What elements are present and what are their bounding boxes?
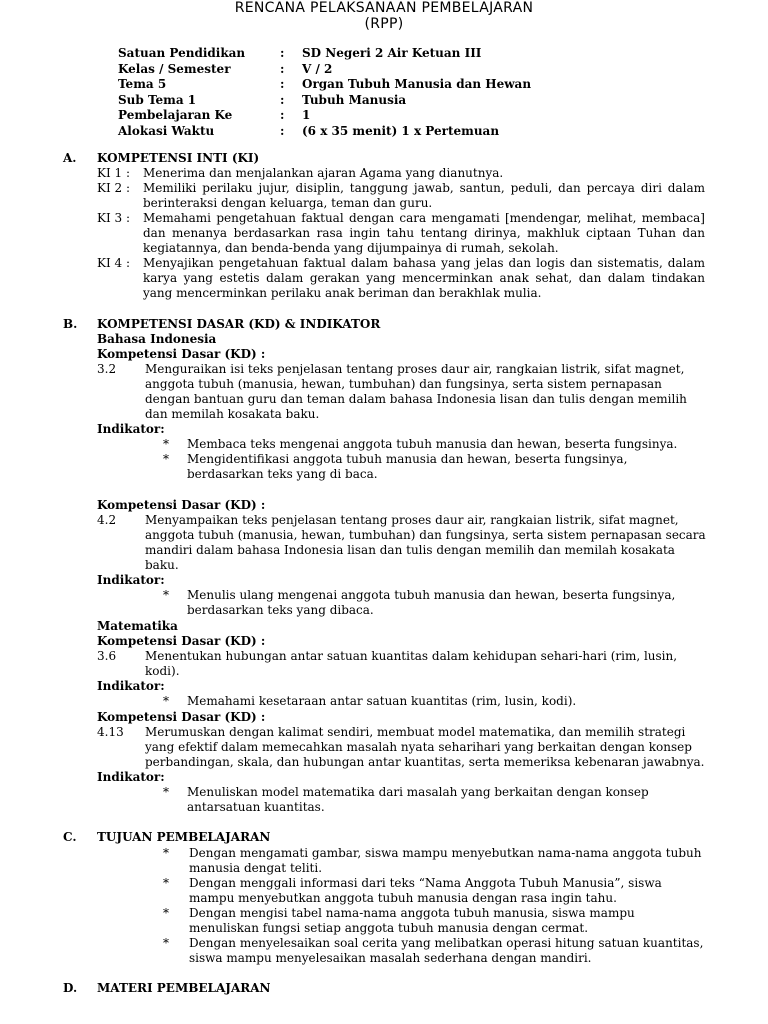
kd-item: 4.13 Merumuskan dengan kalimat sendiri, membuat model matematika, dan memilih strategi yang efektif dalam memecahkan masalah nyata seharihari yang berkaitan dengan konsep perbandingan, skala, dan hubungan antar kuantitas, serta memeriksa kebenaran jawabnya. [97,725,705,769]
document-subtitle: (RPP) [364,16,404,32]
indikator-label: Indikator: [97,679,165,693]
identity-table [118,46,531,139]
kd-label: Kompetensi Dasar (KD) : [97,498,266,512]
ki-item: KI 2 : Memiliki perilaku jujur, disiplin, tanggung jawab, santun, peduli, dan percaya diri dalam berinteraksi dengan keluarga, teman dan guru. [97,181,705,210]
tujuan-item: * Dengan mengamati gambar, siswa mampu menyebutkan nama-nama anggota tubuh manusia dengat teliti. [163,846,702,875]
tujuan-item: * Dengan menggali informasi dari teks “Nama Anggota Tubuh Manusia”, siswa mampu menyebutkan anggota tubuh manusia dengan rasa ingin tahu. [163,876,662,905]
indikator-item: * Mengidentifikasi anggota tubuh manusia dan hewan, beserta fungsinya, berdasarkan teks yang di baca. [163,452,628,481]
section-a-heading: A. KOMPETENSI INTI (KI) [63,151,260,165]
kd-label: Kompetensi Dasar (KD) : [97,710,266,724]
identity-row: Sub Tema 1 : Tubuh Manusia [118,92,407,107]
kd-item: 3.2 Menguraikan isi teks penjelasan tentang proses daur air, rangkaian listrik, sifat magnet, anggota tubuh (manusia, hewan, tumbuhan) dan fungsinya, serta sistem pernapasan dengan bantuan guru dan teman dalam bahasa Indonesia lisan dan tulis dengan memilih dan memilah kosakata baku. [97,362,687,421]
indikator-item: * Menuliskan model matematika dari masalah yang berkaitan dengan konsep antarsatuan kuantitas. [163,785,649,814]
indikator-item: * Memahami kesetaraan antar satuan kuantitas (rim, lusin, kodi). [163,694,577,708]
matematika-block [97,619,707,709]
ki-list [97,166,705,301]
bahasa-indonesia-block-2 [97,498,707,618]
ki-item: KI 4 : Menyajikan pengetahuan faktual dalam bahasa yang jelas dan logis dan sistematis, dalam karya yang estetis dalam gerakan yang mencerminkan anak sehat, dan dalam tindakan yang mencerminkan perilaku anak beriman dan berakhlak mulia. [97,256,705,300]
subject-label: Matematika [97,619,178,633]
ki-item: KI 1 : Menerima dan menjalankan ajaran Agama yang dianutnya. [97,166,504,180]
indikator-label: Indikator: [97,770,165,784]
identity-row: Kelas / Semester : V / 2 [118,61,333,76]
identity-row: Alokasi Waktu : (6 x 35 menit) 1 x Pertemuan [118,123,500,138]
indikator-item: * Membaca teks mengenai anggota tubuh manusia dan hewan, beserta fungsinya. [163,437,678,451]
identity-row: Satuan Pendidikan : SD Negeri 2 Air Ketuan III [118,46,482,60]
indikator-item: * Menulis ulang mengenai anggota tubuh manusia dan hewan, beserta fungsinya, berdasarkan teks yang dibaca. [163,588,676,617]
subject-label: Bahasa Indonesia [97,332,217,346]
indikator-label: Indikator: [97,573,165,587]
tujuan-item: * Dengan menyelesaikan soal cerita yang melibatkan operasi hitung satuan kuantitas, siswa mampu menyelesaikan masalah sederhana dengan mandiri. [163,936,704,965]
kd-item: 3.6 Menentukan hubungan antar satuan kuantitas dalam kehidupan sehari-hari (rim, lusin, kodi). [97,649,678,678]
indikator-label: Indikator: [97,422,165,436]
identity-row: Pembelajaran Ke : 1 [118,108,311,122]
bahasa-indonesia-block [97,332,707,482]
kd-label: Kompetensi Dasar (KD) : [97,634,266,648]
ki-item: KI 3 : Memahami pengetahuan faktual dengan cara mengamati [mendengar, melihat, membaca] dan menanya berdasarkan rasa ingin tahu tentang dirinya, makhluk ciptaan Tuhan dan kegiatannya, dan benda-benda yang dijumpainya di rumah, sekolah. [97,211,705,255]
section-d-heading: D. MATERI PEMBELAJARAN [63,981,271,995]
tujuan-list [163,846,708,966]
kd-label: Kompetensi Dasar (KD) : [97,347,266,361]
matematika-block-2 [97,710,707,815]
document-title: RENCANA PELAKSANAAN PEMBELAJARAN [234,0,534,16]
tujuan-item: * Dengan mengisi tabel nama-nama anggota tubuh manusia, siswa mampu menuliskan fungsi setiap anggota tubuh manusia dengan cermat. [163,906,635,935]
section-c-heading: C. TUJUAN PEMBELAJARAN [63,830,271,844]
section-b-heading: B. KOMPETENSI DASAR (KD) & INDIKATOR [63,317,381,331]
identity-row: Tema 5 : Organ Tubuh Manusia dan Hewan [118,77,532,91]
kd-item: 4.2 Menyampaikan teks penjelasan tentang proses daur air, rangkaian listrik, sifat magnet, anggota tubuh (manusia, hewan, tumbuhan) dan fungsinya, serta sistem pernapasan secara mandiri dalam bahasa Indonesia lisan dan tulis dengan memilih dan memilah kosakata baku. [97,513,706,572]
